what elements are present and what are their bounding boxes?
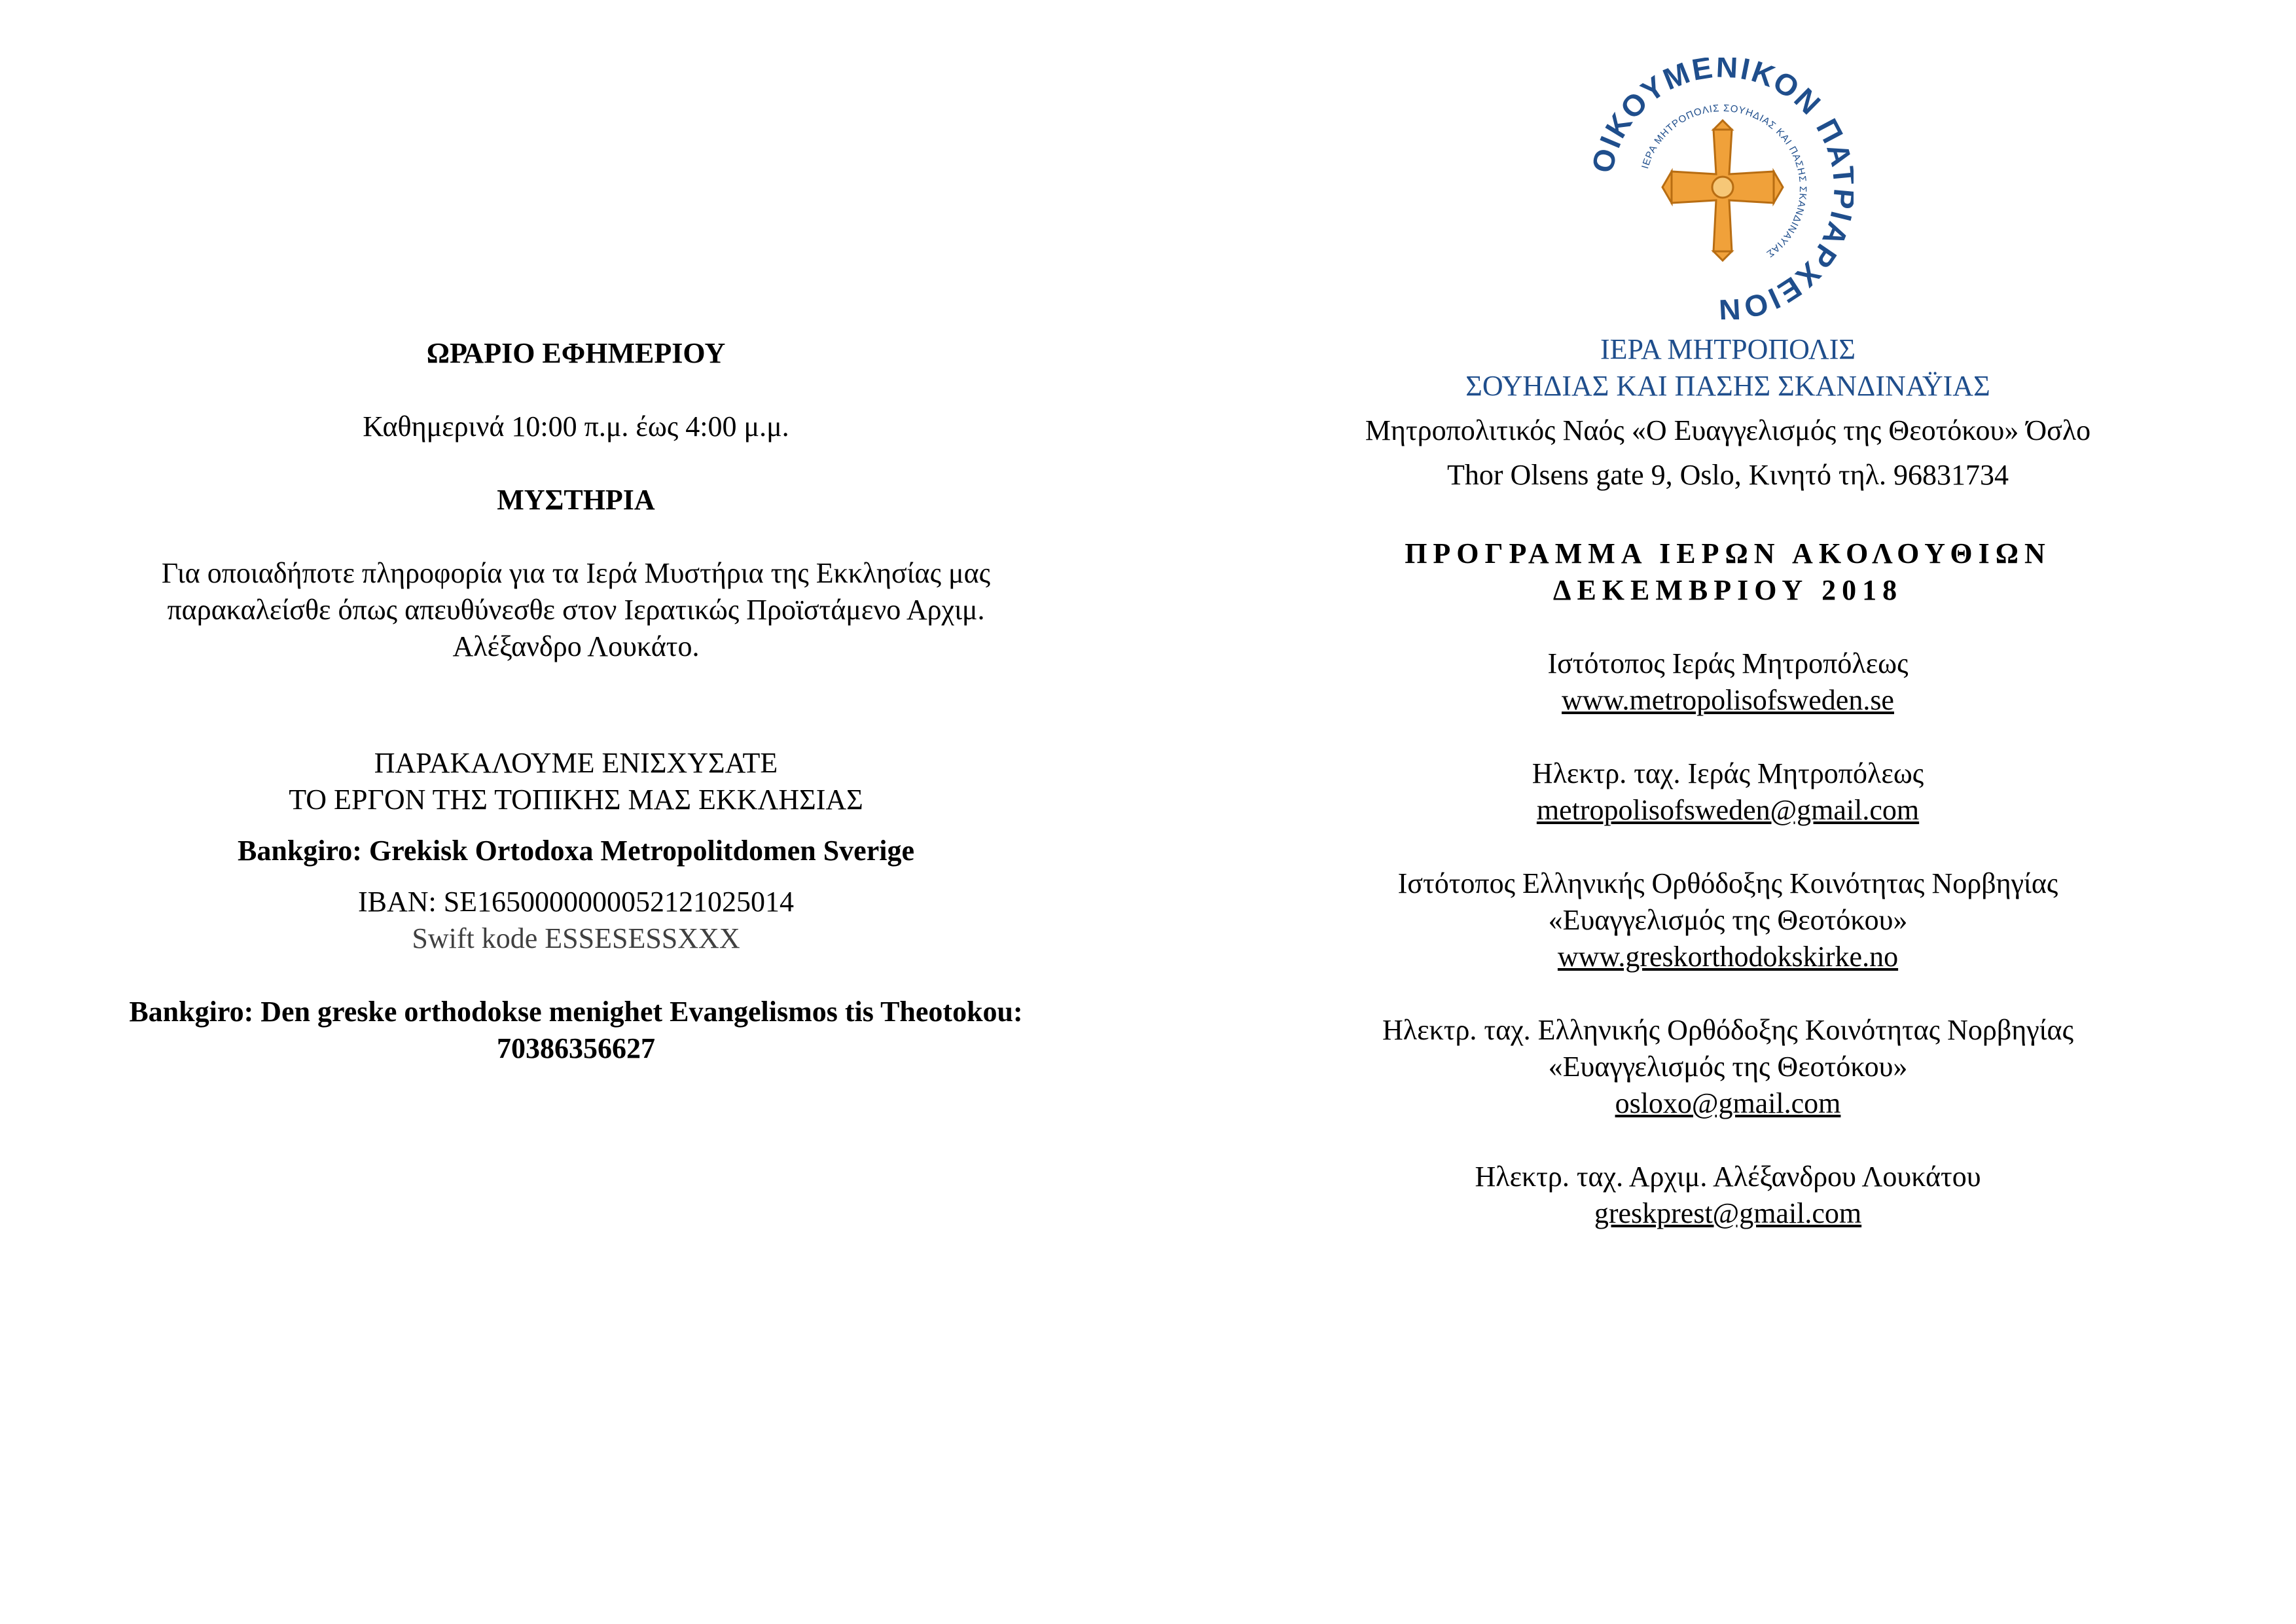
bankgiro-sweden: Bankgiro: Grekisk Ortodoxa Metropolitdomen Sverige: [238, 835, 914, 867]
community-email-name: «Ευαγγελισμός της Θεοτόκου»: [1548, 1051, 1908, 1083]
metropolis-email-label: Ηλεκτρ. ταχ. Ιεράς Μητροπόλεως: [1532, 757, 1924, 789]
cathedral-name: Μητροπολιτικός Ναός «Ο Ευαγγελισμός της Θεοτόκου» Όσλο: [1365, 414, 2091, 446]
community-email-link[interactable]: osloxo@gmail.com: [1615, 1087, 1841, 1119]
iban-number: IBAN: SE1650000000052121025014: [357, 886, 795, 918]
cross-icon: [1662, 120, 1783, 261]
logo-inner-text: ΙΕΡΑ ΜΗΤΡΟΠΟΛΙΣ ΣΟΥΗΔΙΑΣ ΚΑΙ ΠΑΣΗΣ ΣΚΑΝΔΙΝΑΥΙΑΣ: [1640, 102, 1809, 260]
community-website-label: Ιστότοπος Ελληνικής Ορθόδοξης Κοινότητας Νορβηγίας: [1397, 867, 2058, 899]
metropolis-name-line: ΣΟΥΗΔΙΑΣ ΚΑΙ ΠΑΣΗΣ ΣΚΑΝΔΙΝΑΫΙΑΣ: [1465, 370, 1990, 402]
logo-seal-graphic: [1592, 58, 1854, 319]
swift-code: Swift kode ESSESESSXXX: [412, 922, 740, 954]
community-website-name: «Ευαγγελισμός της Θεοτόκου»: [1548, 904, 1908, 936]
priest-email-link[interactable]: greskprest@gmail.com: [1594, 1197, 1862, 1229]
logo-outer-text: ΙΚΟΥΜΕΝΙΚΟΝ Π ΑΡΧΕΙΟΝ: [1592, 58, 1854, 319]
sacraments-text-line: Για οποιαδήποτε πληροφορία για τα Ιερά Μυστήρια της Εκκλησίας μας: [161, 557, 991, 589]
office-hours-title: ΩΡΑΡΙΟ ΕΦΗΜΕΡΙΟΥ: [426, 337, 726, 369]
orthodox-cross-seal-icon: [1592, 58, 1854, 319]
metropolis-email-link[interactable]: metropolisofsweden@gmail.com: [1536, 794, 1920, 826]
community-email-label: Ηλεκτρ. ταχ. Ελληνικής Ορθόδοξης Κοινότητας Νορβηγίας: [1382, 1014, 2073, 1046]
metropolis-website-label: Ιστότοπος Ιεράς Μητροπόλεως: [1547, 647, 1909, 679]
bankgiro-norway-number: 70386356627: [497, 1032, 655, 1064]
metropolis-name-line: ΙΕΡΑ ΜΗΤΡΟΠΟΛΙΣ: [1600, 333, 1856, 365]
sacraments-text-line: παρακαλείσθε όπως απευθύνεσθε στον Ιερατικώς Προϊστάμενο Αρχιμ.: [167, 594, 985, 626]
community-website-link[interactable]: www.greskorthodokskirke.no: [1557, 941, 1899, 973]
metropolis-website-link[interactable]: www.metropolisofsweden.se: [1562, 684, 1894, 716]
priest-email-label: Ηλεκτρ. ταχ. Αρχιμ. Αλέξανδρου Λουκάτου: [1475, 1161, 1981, 1193]
support-appeal-line: ΠΑΡΑΚΑΛΟΥΜΕ ΕΝΙΣΧΥΣΑΤΕ: [374, 747, 778, 779]
sacraments-text-line: Αλέξανδρο Λουκάτο.: [452, 630, 700, 662]
sacraments-title: ΜΥΣΤΗΡΙΑ: [497, 484, 655, 516]
program-month: ΔΕΚΕΜΒΡΙΟΥ 2018: [1552, 574, 1903, 606]
cathedral-address: Thor Olsens gate 9, Oslo, Κινητό τηλ. 96831734: [1447, 459, 2009, 491]
support-appeal-line: ΤΟ ΕΡΓΟΝ ΤΗΣ ΤΟΠΙΚΗΣ ΜΑΣ ΕΚΚΛΗΣΙΑΣ: [289, 784, 863, 816]
program-title: ΠΡΟΓΡΑΜΜΑ ΙΕΡΩΝ ΑΚΟΛΟΥΘΙΩΝ: [1405, 537, 2051, 569]
bankgiro-norway: Bankgiro: Den greske orthodokse menighet Evangelismos tis Theotokou:: [129, 996, 1023, 1028]
office-hours-text: Καθημερινά 10:00 π.μ. έως 4:00 μ.μ.: [363, 410, 789, 442]
